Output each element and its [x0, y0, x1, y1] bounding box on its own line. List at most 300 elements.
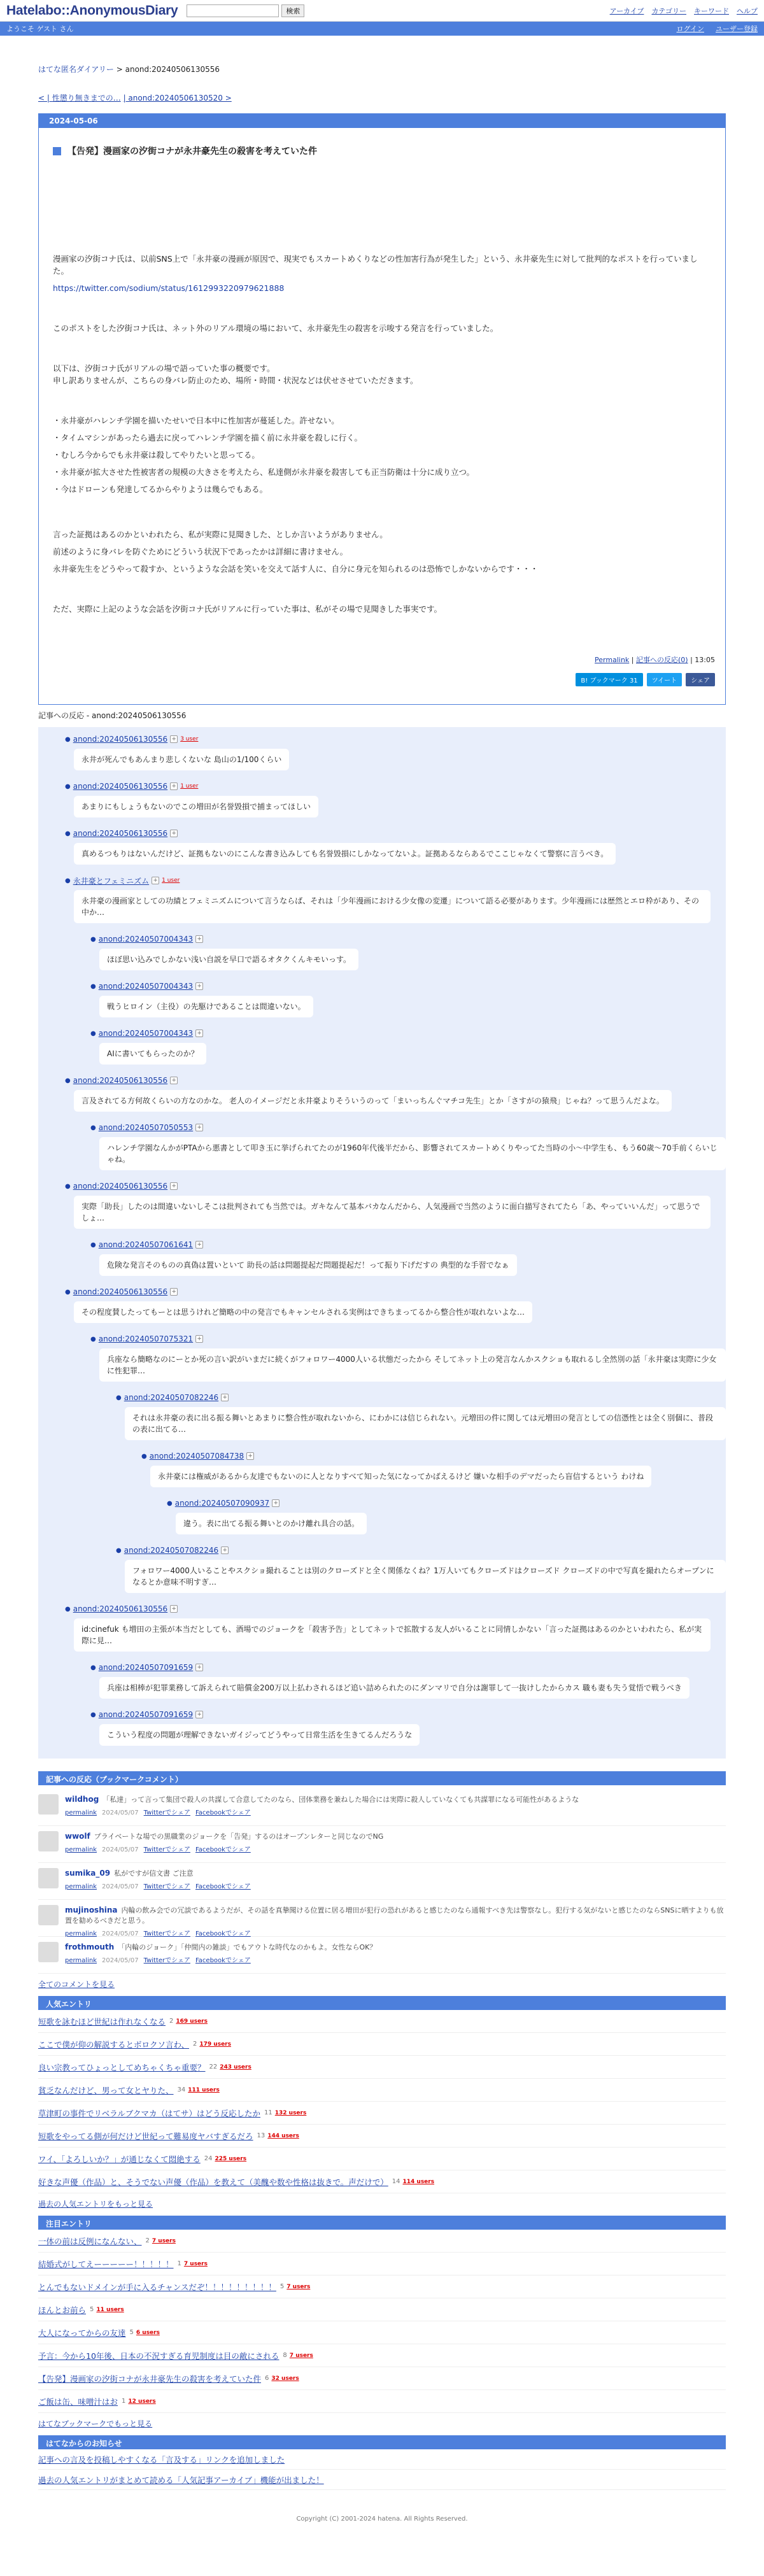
bookmark-users-link[interactable]: 6 users [136, 2329, 160, 2336]
bullet-item: ・むしろ今からでも永井豪は殺してやりたいと思ってる。 [53, 450, 260, 460]
bookmark-comment-text: プライベートな場での黒職業のジョークを「告発」するのはオープンレターと同じなのでNG [94, 1832, 384, 1841]
bullet-icon: ● [167, 1499, 173, 1507]
comment-count: 11 [264, 2109, 272, 2116]
bookmark-users-link[interactable]: 7 users [289, 2352, 313, 2359]
reaction-text: AIに書いてもらったのか？ [99, 1043, 206, 1065]
reaction-header [90, 1028, 726, 1039]
reaction-header [116, 1392, 726, 1403]
avatar[interactable] [38, 1831, 59, 1851]
expand-icon[interactable]: + [195, 982, 203, 990]
reaction-node [116, 1545, 726, 1603]
reaction-node [65, 1603, 726, 1756]
bookmark-meta [65, 1807, 579, 1816]
entry-title-link[interactable]: 大人になってからの友達 [38, 2328, 126, 2338]
main-content [38, 36, 726, 2523]
article-paragraph: 漫画家の汐街コナ氏は、以前SNS上で「永井豪の漫画が原因で、現実でもスカートめくりなどの性加害行為が発生した」という、永井豪先生に対して批判的なポストを行っていました。 [53, 254, 698, 276]
prev-entry-link[interactable]: < | 性懲り無きまでの… [38, 94, 121, 103]
bookmark-users-badge[interactable]: 3 user [180, 736, 199, 742]
bookmark-users-badge[interactable]: 1 user [162, 877, 180, 884]
next-entry-link[interactable]: | anond:20240506130520 > [123, 94, 232, 103]
reaction-text: こういう程度の問題が理解できないガイジってどうやって日常生活を生きてるんだろうな [99, 1724, 420, 1746]
entry-row [38, 2253, 726, 2275]
twitter-status-link[interactable]: https://twitter.com/sodium/status/1612993220979621888 [53, 283, 285, 293]
bookmark-users-link[interactable]: 179 users [199, 2041, 231, 2048]
expand-icon[interactable]: + [195, 1711, 203, 1718]
entry-row [38, 2230, 726, 2253]
bullet-icon: ● [65, 1077, 71, 1084]
reaction-link[interactable]: anond:20240507050553 [98, 1123, 194, 1132]
entry-title-link[interactable]: 良い宗教ってひょっとしてめちゃくちゃ重要？ [38, 2062, 206, 2072]
expand-icon[interactable]: + [195, 1335, 203, 1343]
reaction-text: あまりにもしょうもないのでこの増田が名誉毀損で捕まってほしい [74, 796, 318, 817]
expand-icon[interactable]: + [195, 935, 203, 943]
reaction-header [167, 1497, 726, 1509]
bullet-icon: ● [141, 1452, 147, 1460]
twitter-share-link[interactable]: Twitterでシェア [143, 1809, 190, 1816]
bookmark-comment [38, 1789, 726, 1826]
bookmark-user[interactable]: mujinoshina [65, 1906, 118, 1914]
reaction-text: id:cinefuk も増田の主張が本当だとしても、酒場でのジョークを「殺害予告」としてネットで拡散する友人がいることに同情しかない「言った証拠はあるのかといわれたら、私が実際に見… [74, 1618, 711, 1652]
article-title: 【告発】漫画家の汐街コナが永井豪先生の殺害を考えていた件 [53, 145, 711, 157]
entry-row [38, 2102, 726, 2125]
bookmark-comment [38, 1863, 726, 1900]
bookmark-meta [65, 1844, 383, 1853]
share-buttons [576, 673, 715, 686]
permalink-line: Permalink | 記事への反応(0) | 13:05 [595, 656, 715, 664]
user-bar [0, 22, 764, 36]
bookmark-users-link[interactable]: 7 users [286, 2283, 311, 2290]
entry-title-link[interactable]: とんでもないドメインが手に入るチャンスだぞ！！！！！！！！！ [38, 2282, 276, 2292]
reaction-text: ハレンチ学園なんかがPTAから悪書として叩き玉に挙げられてたのが1960年代後半だから、影響されてスカートめくりやってた当時の小〜中学生も、もう60歳〜70手前くらいじゃね。 [99, 1137, 726, 1170]
bookmark-user[interactable]: wwolf [65, 1832, 90, 1841]
entry-title-link[interactable]: 貧乏なんだけど、男って女とヤりた、 [38, 2085, 174, 2095]
bookmark-users-link[interactable]: 7 users [152, 2237, 176, 2244]
breadcrumb: はてな匿名ダイアリー > anond:20240506130556 [38, 65, 220, 74]
reaction-node [90, 1028, 726, 1075]
bookmark-user[interactable]: frothmouth [65, 1943, 115, 1951]
search-button[interactable]: 検索 [281, 4, 304, 17]
bookmark-users-link[interactable]: 12 users [128, 2398, 156, 2405]
reactions-link[interactable]: 記事への反応(0) [636, 656, 688, 664]
bullet-icon: ● [90, 1335, 96, 1343]
bookmark-permalink[interactable]: permalink [65, 1809, 97, 1816]
reaction-node [90, 1333, 726, 1603]
reaction-node [90, 1239, 726, 1286]
notices-heading: はてなからのお知らせ [38, 2435, 726, 2449]
bookmark-users-badge[interactable]: 1 user [180, 783, 199, 789]
entry-row [38, 2344, 726, 2367]
reaction-link[interactable]: anond:20240506130556 [73, 735, 168, 744]
comment-count: 2 [193, 2041, 197, 2048]
bullet-icon: ● [90, 935, 96, 943]
notable-heading: 注目エントリ [38, 2216, 726, 2230]
article-paragraph: 申し訳ありませんが、こちらの身バレ防止のため、場所・時間・状況などは伏せさせていただきます。 [53, 376, 418, 385]
expand-icon[interactable]: + [195, 1030, 203, 1037]
popular-more-link[interactable]: 過去の人気エントリをもっと見る [38, 2200, 153, 2209]
expand-icon[interactable]: + [272, 1499, 279, 1507]
reaction-node [65, 875, 726, 1075]
reaction-link[interactable]: anond:20240507090937 [174, 1499, 270, 1508]
comment-count: 8 [283, 2352, 287, 2359]
entry-row [38, 2390, 726, 2413]
facebook-share-link[interactable]: Facebookでシェア [195, 1883, 251, 1890]
top-bar [0, 0, 764, 22]
keyword-link[interactable]: キーワード [694, 6, 729, 15]
bookmark-users-link[interactable]: 132 users [274, 2109, 307, 2116]
bookmark-comment-text: 私がですが信文書 ご注意 [114, 1869, 194, 1878]
reaction-link[interactable]: anond:20240506130556 [73, 1182, 168, 1191]
reaction-header [90, 1662, 726, 1673]
bookmark-permalink[interactable]: permalink [65, 1930, 97, 1937]
reaction-node [65, 1075, 726, 1180]
reaction-link[interactable]: 永井豪とフェミニズム [73, 876, 150, 886]
bookmark-users-link[interactable]: 243 users [220, 2063, 251, 2070]
bullet-list [53, 414, 711, 495]
reaction-link[interactable]: anond:20240507084738 [149, 1452, 244, 1461]
reaction-header [65, 828, 726, 839]
bookmark-date: 2024/05/07 [102, 1883, 139, 1890]
bookmark-comment [38, 1826, 726, 1863]
bookmark-users-link[interactable]: 225 users [215, 2155, 247, 2162]
expand-icon[interactable]: + [221, 1394, 229, 1401]
comment-count: 5 [279, 2283, 285, 2290]
top-links [610, 6, 758, 16]
bullet-icon: ● [90, 982, 96, 990]
reaction-text: 戦うヒロイン（主役）の先駆けであることは間違いない。 [99, 996, 313, 1017]
bookmark-meta [65, 1928, 726, 1937]
expand-icon[interactable]: + [221, 1546, 229, 1554]
bookmark-users-link[interactable]: 111 users [188, 2086, 220, 2093]
reaction-link[interactable]: anond:20240507004343 [98, 1029, 194, 1038]
facebook-share-link[interactable]: Facebookでシェア [195, 1809, 251, 1816]
help-link[interactable]: ヘルプ [737, 6, 758, 15]
twitter-share-link[interactable]: Twitterでシェア [143, 1957, 190, 1964]
title-square-icon [53, 147, 61, 155]
reaction-node [90, 1709, 726, 1756]
comment-count: 34 [177, 2086, 186, 2093]
article [38, 113, 726, 705]
entry-title-link[interactable]: 予言：今から10年後、日本の不況すぎる育児制度は目の敵にされる [38, 2351, 279, 2361]
bookmark-permalink[interactable]: permalink [65, 1846, 97, 1853]
article-paragraph: 前述のように身バレを防ぐためにどういう状況下であったかは詳細に書けません。 [53, 547, 348, 556]
expand-icon[interactable]: + [246, 1452, 254, 1460]
reaction-link[interactable]: anond:20240506130556 [73, 829, 168, 838]
bullet-icon: ● [65, 830, 71, 837]
archive-link[interactable]: アーカイブ [609, 6, 644, 15]
bookmark-line [65, 1794, 579, 1804]
reaction-link[interactable]: anond:20240507082246 [124, 1393, 219, 1402]
bullet-icon: ● [65, 1182, 71, 1190]
reaction-text: 永井豪の漫画家としての功績とフェミニズムについて言うならば、それは「少年漫画における少女像の変遷」について語る必要があります。少年漫画には歴然とエロ枠があり、その中か… [74, 890, 711, 923]
entry-title-link[interactable]: 一体の前は反例になんない、 [38, 2236, 142, 2246]
comment-count: 5 [90, 2306, 94, 2313]
article-paragraph: ただ、実際に上記のような会話を汐街コナ氏がリアルに行っていた事は、私がその場で見聞きした事実です。 [53, 604, 442, 614]
reaction-header [90, 1122, 726, 1133]
bullet-icon: ● [116, 1546, 122, 1554]
footer-copyright: Copyright (C) 2001-2024 hatena. All Rights Reserved. [296, 2516, 468, 2523]
entry-row [38, 2321, 726, 2344]
expand-icon[interactable]: + [170, 1605, 178, 1613]
bullet-icon: ● [65, 1605, 71, 1613]
popular-heading: 人気エントリ [38, 1996, 726, 2010]
entry-row [38, 2010, 726, 2033]
entry-title-link[interactable]: ほんとお前ら [38, 2305, 87, 2315]
twitter-share-link[interactable]: Twitterでシェア [143, 1930, 190, 1937]
bookmark-date: 2024/05/07 [102, 1957, 139, 1964]
reaction-link[interactable]: anond:20240506130556 [73, 1076, 168, 1085]
bullet-icon: ● [65, 1288, 71, 1296]
reaction-link[interactable]: anond:20240506130556 [73, 1287, 168, 1296]
site-logo[interactable]: Hatelabo::AnonymousDiary [6, 3, 178, 18]
reaction-header [141, 1450, 726, 1462]
reaction-text: それは永井豪の表に出る振る舞いとあまりに整合性が取れないから、にわかには信じられない。元増田の件に関しては元増田の発言としての信憑性とは全く別個に、普段の表に出てる… [125, 1407, 726, 1440]
comment-count: 6 [265, 2375, 269, 2382]
bookmark-comment-text: 内輪の飲み会での冗談であるようだが、その話を真摯聞ける位置に居る増田が犯行の恐れがあると感じたのなら通報すべき先は警察なし。犯行する気がないと感じたのならSNSに晒すよりも放置を勧めるべきだと思う。 [65, 1906, 724, 1925]
bookmark-comment-text: 「私達」って言って集団で殺人の共謀して合意してたのなら、団体業務を兼ねした場合には実際に殺人していなくても共謀罪になる可能性があるような [103, 1795, 579, 1804]
reaction-text: 危険な発言そのものの真偽は置いといて 助長の話は問題提起だ問題提起だ！って振り下げだすの 典型的な手習でなぁ [99, 1254, 517, 1276]
bookmark-line [65, 1905, 726, 1925]
reaction-text: 違う。表に出てる振る舞いとのかけ離れ具合の話。 [176, 1513, 367, 1534]
reaction-header [90, 980, 726, 992]
bullet-icon: ● [90, 1664, 96, 1671]
entry-row [38, 2367, 726, 2390]
bookmark-users-link[interactable]: 114 users [402, 2178, 435, 2185]
reaction-node [65, 733, 726, 781]
reaction-header [65, 781, 726, 792]
welcome-text: ようこそ ゲスト さん [6, 25, 74, 33]
reaction-header [65, 1075, 726, 1086]
bullet-item: ・永井豪がハレンチ学園を描いたせいで日本中に性加害が蔓延した。許せない。 [53, 416, 339, 425]
bookmark-date: 2024/05/07 [102, 1809, 139, 1816]
pager [38, 92, 726, 103]
reaction-link[interactable]: anond:20240507091659 [98, 1710, 194, 1719]
bullet-icon: ● [90, 1030, 96, 1037]
bookmark-meta [65, 1881, 256, 1890]
reaction-link[interactable]: anond:20240507075321 [98, 1334, 194, 1343]
reaction-text: 兵座なら簡略なのにーとか死の言い訳がいまだに続くがフォロワー4000人いる状態だったから そしてネット上の発言なんかスクショも取れるし全然別の話「永井豪は実際に少女に性犯罪… [99, 1348, 726, 1382]
entry-title-link[interactable]: 【告発】漫画家の汐街コナが永井豪先生の殺害を考えていた件 [38, 2374, 262, 2384]
reaction-link[interactable]: anond:20240507091659 [98, 1663, 194, 1672]
bookmark-users-link[interactable]: 169 users [176, 2018, 208, 2025]
entry-row [38, 2148, 726, 2170]
entry-title-link[interactable]: 短歌を詠むほど世紀は作れなくなる [38, 2016, 166, 2027]
bookmark-users-link[interactable]: 11 users [96, 2306, 124, 2313]
reaction-link[interactable]: anond:20240506130556 [73, 782, 168, 791]
entry-row [38, 2170, 726, 2193]
entry-row [38, 2079, 726, 2102]
popular-entries [38, 1996, 726, 2209]
bookmark-permalink[interactable]: permalink [65, 1957, 97, 1964]
bookmark-body [65, 1942, 376, 1968]
bullet-item: ・今はドローンも発達してるからやりようは幾らでもある。 [53, 485, 268, 494]
permalink[interactable]: Permalink [595, 656, 630, 664]
bookmark-body [65, 1831, 383, 1857]
article-paragraph: 言った証拠はあるのかといわれたら、私が実際に見聞きした、としか言いようがありません。 [53, 530, 388, 539]
reaction-header [90, 933, 726, 945]
reaction-node [65, 781, 726, 828]
bullet-icon: ● [90, 1124, 96, 1131]
bookmark-line [65, 1831, 383, 1841]
bookmark-date: 2024/05/07 [102, 1846, 139, 1853]
reaction-node [167, 1497, 726, 1545]
reaction-text: その程度賛したってもーとは思うけれど簡略の中の発言でもキャンセルされる実例はできちまってるから整合性が取れないよな… [74, 1301, 532, 1323]
reaction-node [90, 1662, 726, 1709]
reaction-text: ほぼ思い込みでしかない浅い自説を早口で語るオタクくんキモいっす。 [99, 949, 358, 970]
bullet-item: ・タイムマシンがあったら過去に戻ってハレンチ学園を描く前に永井豪を殺しに行く。 [53, 433, 363, 442]
reaction-text: 永井が死んでもあんまり悲しくないな 島山の1/100くらい [74, 749, 289, 770]
entry-title-link[interactable]: 結婚式がしてえーーーーー！！！！！ [38, 2259, 174, 2269]
bookmark-permalink[interactable]: permalink [65, 1883, 97, 1890]
entry-title-link[interactable]: ここで僕が仰の解説するとボロクソ言わ、 [38, 2039, 190, 2049]
register-link[interactable]: ユーザー登録 [716, 25, 758, 33]
hatena-bookmark-button[interactable]: B! ブックマーク 31 [576, 673, 642, 686]
notice-link[interactable]: 過去の人気エントリがまとめて読める「人気記事アーカイブ」機能が出ました！ [38, 2475, 324, 2485]
reaction-header [65, 1603, 726, 1615]
reaction-header [90, 1333, 726, 1345]
bookmark-comments-heading: 記事への反応（ブックマークコメント） [38, 1771, 726, 1785]
article-paragraph: このポストをした汐街コナ氏は、ネット外のリアル環境の場において、永井豪先生の殺害を示唆する発言を行っていました。 [53, 323, 499, 333]
reaction-text: 言及されてる方何故くらいの方なのかな。 老人のイメージだと永井豪よりそういうのって「まいっちんぐマチコ先生」とか「さすがの猿飛」じゃね？って思うんだよな。 [74, 1090, 672, 1112]
entry-row [38, 2056, 726, 2079]
reaction-header [90, 1239, 726, 1250]
entry-title-link[interactable]: ご飯は缶、味噌汁はお [38, 2396, 118, 2407]
entry-row [38, 2298, 726, 2321]
entry-title-link[interactable]: 好きな声優（作品）と、そうでない声優（作品）を教えて（美醜や数や性格は抜きで。声だけで） [38, 2177, 388, 2187]
bookmark-comment [38, 1900, 726, 1937]
reaction-header [65, 1180, 726, 1192]
expand-icon[interactable]: + [170, 1182, 178, 1190]
comment-count: 1 [177, 2260, 181, 2267]
avatar[interactable] [38, 1868, 59, 1888]
all-comments-link[interactable]: 全てのコメントを見る [38, 1980, 115, 1989]
comment-count: 1 [122, 2398, 126, 2405]
entry-title-link[interactable]: 短歌をやってる側が何だけど世紀って難易度ヤバすぎるだろ [38, 2131, 253, 2141]
comment-count: 2 [169, 2018, 174, 2025]
avatar[interactable] [38, 1905, 59, 1925]
bookmark-user[interactable]: wildhog [65, 1795, 99, 1804]
expand-icon[interactable]: + [170, 830, 178, 837]
reaction-node [90, 933, 726, 980]
search-input[interactable] [187, 4, 279, 17]
reaction-node [90, 980, 726, 1028]
entry-row [38, 2125, 726, 2148]
expand-icon[interactable]: + [195, 1124, 203, 1131]
article-date: 2024-05-06 [39, 114, 725, 128]
comment-count: 22 [209, 2063, 218, 2070]
notices [38, 2435, 726, 2490]
comment-count: 13 [257, 2132, 265, 2139]
reaction-text: フォロワー4000人いることやスクショ撮れることは別のクローズドと全く関係なくね？1万人いてもクローズドはクローズド クローズドの中で写真を撮れたらオープンになるとか意味不明すぎ… [125, 1560, 726, 1593]
entry-row [38, 2033, 726, 2056]
reaction-text: 実際「助長」したのは間違いないしそこは批判されても当然では。ガキなんて基本バカなんだから、人気漫画で当然のように面白描写されてたら「あ、やっていいんだ」って思うでしょ… [74, 1196, 711, 1229]
bookmark-users-link[interactable]: 7 users [183, 2260, 208, 2267]
twitter-share-link[interactable]: Twitterでシェア [143, 1846, 190, 1853]
bookmark-date: 2024/05/07 [102, 1930, 139, 1937]
expand-icon[interactable]: + [195, 1664, 203, 1671]
bookmark-line [65, 1942, 376, 1952]
notable-more-link[interactable]: はてなブックマークでもっと見る [38, 2419, 153, 2428]
reaction-header [90, 1709, 726, 1720]
facebook-share-link[interactable]: Facebookでシェア [195, 1846, 251, 1853]
entry-title-link[interactable]: 草津町の事件でリベラルブクマカ（はてサ）はどう反応したか [38, 2108, 261, 2118]
expand-icon[interactable]: + [195, 1241, 203, 1249]
comment-count: 5 [129, 2329, 134, 2336]
reaction-text: 真めるつもりはないんだけど、証拠もないのにこんな書き込みしても名誉毀損にしかなってないよ。証拠あるならあるでここじゃなくて警察に言うべき。 [74, 843, 616, 865]
twitter-share-link[interactable]: Twitterでシェア [143, 1883, 190, 1890]
bookmark-users-link[interactable]: 144 users [267, 2132, 299, 2139]
expand-icon[interactable]: + [152, 877, 159, 884]
reaction-link[interactable]: anond:20240507082246 [124, 1546, 219, 1555]
expand-icon[interactable]: + [170, 1288, 178, 1296]
reaction-text: 永井豪には権威があるから友達でもないのに人となりすべて知った気になってかばえるけど 嫌いな相手のデマだったら盲信するという わけね [150, 1466, 651, 1487]
bookmark-comment-text: 「内輪のジョーク」「仲間内の雑談」でもアウトな時代なのかもよ。女性ならOK？ [118, 1943, 377, 1951]
reaction-node [65, 1286, 726, 1603]
bullet-icon: ● [65, 877, 71, 884]
entry-title-link[interactable]: ワイ、「よろしいか？」が通じなくて悶絶する [38, 2154, 201, 2164]
reaction-header [65, 875, 726, 886]
article-paragraph: 以下は、汐街コナ氏がリアルの場で語っていた事の概要です。 [53, 364, 275, 373]
bookmark-users-link[interactable]: 32 users [271, 2375, 299, 2382]
tweet-button[interactable]: ツイート [647, 673, 683, 686]
reaction-node [141, 1450, 726, 1545]
expand-icon[interactable]: + [170, 735, 178, 743]
category-link[interactable]: カテゴリー [651, 6, 686, 15]
avatar[interactable] [38, 1794, 59, 1815]
avatar[interactable] [38, 1942, 59, 1962]
bullet-icon: ● [116, 1394, 122, 1401]
facebook-share-link[interactable]: Facebookでシェア [195, 1957, 251, 1964]
reaction-text: 兵座は相棒が犯罪業務して訴えられて賠償金200万以上払わされるほど追い詰められたのにダンマリで自分は謝罪して一抜けしたからカス 職も妻も失う覚悟で戦うべき [99, 1677, 690, 1699]
comment-count: 14 [392, 2178, 400, 2185]
expand-icon[interactable]: + [170, 782, 178, 790]
reaction-link[interactable]: anond:20240507004343 [98, 935, 194, 944]
comment-count: 2 [145, 2237, 150, 2244]
breadcrumb-home[interactable]: はてな匿名ダイアリー [38, 65, 114, 74]
reaction-link[interactable]: anond:20240506130556 [73, 1604, 168, 1613]
bookmark-body [65, 1794, 579, 1820]
post-time: 13:05 [695, 656, 715, 664]
bookmark-body [65, 1868, 256, 1894]
entry-row [38, 2275, 726, 2298]
reaction-header [65, 733, 726, 745]
notice-link[interactable]: 記事への言及を投稿しやすくなる「言及する」リンクを追加しました [38, 2454, 285, 2465]
bookmark-user[interactable]: sumika_09 [65, 1869, 111, 1878]
reaction-link[interactable]: anond:20240507004343 [98, 982, 194, 991]
bullet-icon: ● [90, 1711, 96, 1718]
reaction-link[interactable]: anond:20240507061641 [98, 1240, 194, 1249]
reaction-node [90, 1122, 726, 1180]
bullet-icon: ● [65, 782, 71, 790]
bullet-icon: ● [90, 1241, 96, 1249]
expand-icon[interactable]: + [170, 1077, 178, 1084]
breadcrumb-current: anond:20240506130556 [125, 65, 220, 74]
reaction-header [65, 1286, 726, 1298]
reaction-tree [38, 727, 726, 1759]
reaction-node [65, 828, 726, 875]
facebook-share-link[interactable]: Facebookでシェア [195, 1930, 251, 1937]
comment-count: 24 [204, 2155, 213, 2162]
reaction-header [116, 1545, 726, 1556]
bookmark-comments-section [38, 1771, 726, 1990]
notable-entries [38, 2216, 726, 2429]
facebook-share-button[interactable]: シェア [686, 673, 715, 686]
reactions-heading: 記事への反応 - anond:20240506130556 [38, 711, 187, 720]
article-paragraph: 永井豪先生をどうやって殺すか、というような会話を笑いを交えて話す人に、自分に身元を知られるのは恐怖でしかないからです・・・ [53, 564, 539, 574]
bullet-icon: ● [65, 735, 71, 743]
reaction-node [116, 1392, 726, 1545]
login-link[interactable]: ログイン [676, 25, 704, 33]
bullet-item: ・永井豪が拡大させた性被害者の規模の大きさを考えたら、私達側が永井豪を殺害しても正当防衛は十分に成り立つ。 [53, 467, 475, 477]
